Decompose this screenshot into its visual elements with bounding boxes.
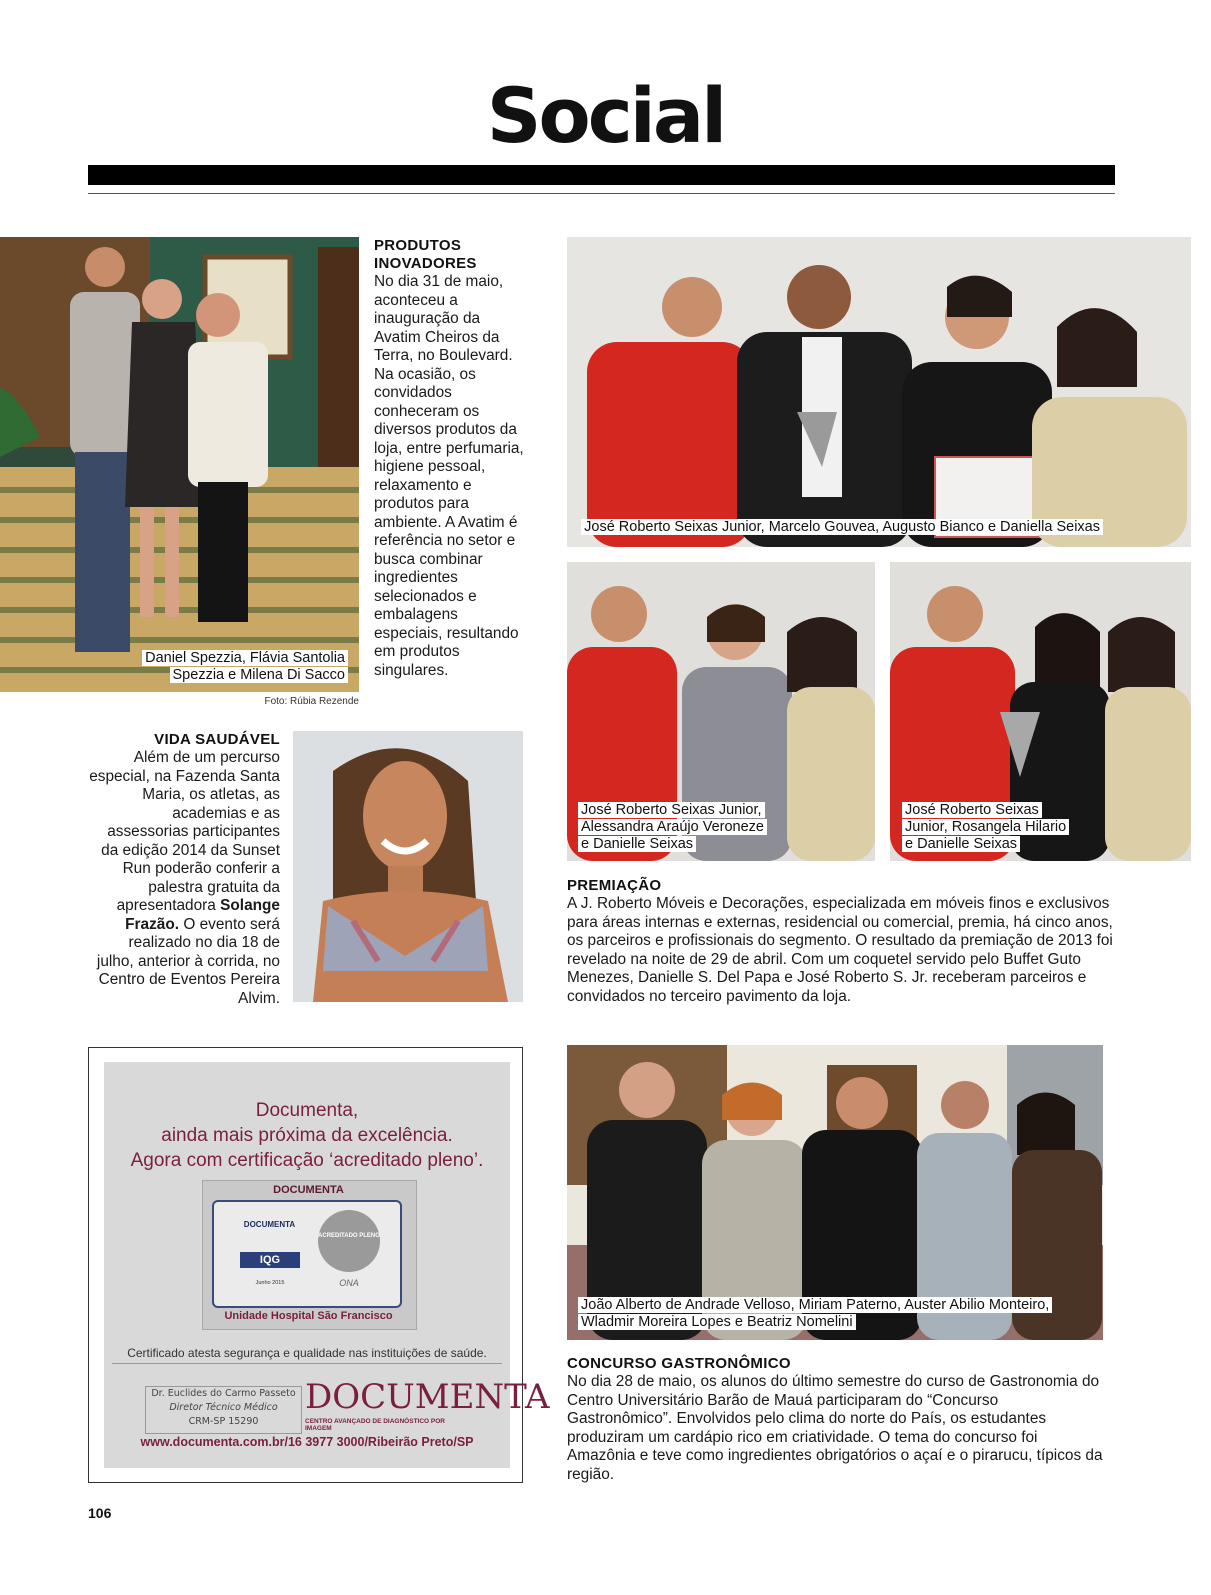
premiacao-left-caption xyxy=(578,802,808,853)
vida-body-text: Além de um percurso especial, na Fazenda Santa Maria, os atletas, as academias e as assessorias participantes da edição 2014 da Sunset Run poderão conferir a palestra gratuita da apresentadora xyxy=(89,749,280,914)
caption-line: José Roberto Seixas xyxy=(902,802,1042,818)
ad-contact-line: www.documenta.com.br/16 3977 3000/Ribeirão Preto/SP xyxy=(140,1435,474,1449)
heading-line: INOVADORES xyxy=(374,255,477,272)
premiacao-article xyxy=(567,877,1117,1006)
documenta-ad-headline xyxy=(104,1098,510,1173)
vida-heading: VIDA SAUDÁVEL xyxy=(154,731,280,748)
produtos-heading xyxy=(374,237,534,273)
ad-headline-line: Agora com certificação ‘acreditado pleno’. xyxy=(130,1150,484,1171)
premiacao-heading: PREMIAÇÃO xyxy=(567,877,662,894)
doctor-name: Dr. Euclides do Carmo Passeto xyxy=(151,1388,296,1399)
vida-body-text: O evento será realizado no dia 18 de julho, anterior à corrida, no Centro de Eventos Pereira Alvim. xyxy=(96,915,280,1007)
caption-line: Junior, Rosangela Hilario xyxy=(902,819,1069,835)
ad-headline-line: ainda mais próxima da excelência. xyxy=(161,1125,453,1146)
doctor-crm: CRM-SP 15290 xyxy=(188,1416,259,1427)
documenta-tagline: CENTRO AVANÇADO DE DIAGNÓSTICO POR IMAGEM xyxy=(305,1418,445,1432)
produtos-article xyxy=(374,237,534,680)
ona-logo: ONA xyxy=(339,1278,359,1288)
concurso-group-photo xyxy=(567,1045,1103,1340)
header-rule-thin xyxy=(88,193,1115,194)
certificate-unit: Unidade Hospital São Francisco xyxy=(224,1310,393,1322)
caption-line: Wladmir Moreira Lopes e Beatriz Nomelini xyxy=(578,1314,856,1330)
avatim-photo-caption xyxy=(120,650,348,684)
acreditado-seal-label: ACREDITADO PLENO xyxy=(318,1233,380,1239)
vida-body-name: Solange Frazão. xyxy=(125,897,280,933)
certificate-inner-brand: DOCUMENTA xyxy=(243,1220,296,1229)
vida-article xyxy=(88,731,280,1008)
produtos-body: No dia 31 de maio, aconteceu a inauguração da Avatim Cheiros da Terra, no Boulevard. Na ocasião, os convidados conheceram os diversos produtos da loja, entre perfumaria, higiene pessoal, relaxamento e produtos para ambiente. A Avatim é referência no setor e busca combinar ingredientes selecionados e embalagens especiais, resultando em produtos singulares. xyxy=(374,273,524,679)
acreditado-seal-icon xyxy=(318,1210,380,1272)
caption-line: Daniel Spezzia, Flávia Santolia xyxy=(142,650,348,666)
header-rule-thick xyxy=(88,165,1115,185)
vida-body xyxy=(88,749,280,1008)
concurso-body: No dia 28 de maio, os alunos do último semestre do curso de Gastronomia do Centro Universitário Barão de Mauá participaram do “Concurso Gastronômico”. Envolvidos pelo clima do norte do País, os estudantes produziram um cardápio rico em criatividade. O tema do concurso foi Amazônia e teve como ingredientes obrigatórios o açaí e o pirarucu, típicos da região. xyxy=(567,1373,1103,1483)
concurso-caption xyxy=(578,1297,1098,1331)
caption-line: José Roberto Seixas Junior, Marcelo Gouvea, Augusto Bianco e Daniella Seixas xyxy=(581,519,1103,535)
photo-credit: Foto: Rúbia Rezende xyxy=(264,696,359,707)
certificate-title: DOCUMENTA xyxy=(273,1184,344,1196)
page-number: 106 xyxy=(88,1505,112,1521)
premiacao-body: A J. Roberto Móveis e Decorações, especializada em móveis finos e exclusivos para áreas internas e externas, residencial ou comercial, premia, há cinco anos, os parceiros e profissionais do segmento. O resultado da premiação de 2013 foi revelado na noite de 29 de abril. Com um coquetel servido pelo Buffet Guto Menezes, Danielle S. Del Papa e José Roberto S. Jr. receberam parceiros e convidados no terceiro pavimento da loja. xyxy=(567,895,1113,1005)
caption-line: Spezzia e Milena Di Sacco xyxy=(170,667,348,683)
documenta-logo: DOCUMENTA xyxy=(305,1377,550,1417)
premiacao-right-caption xyxy=(902,802,1102,853)
ad-divider xyxy=(112,1363,502,1364)
caption-line: João Alberto de Andrade Velloso, Miriam Paterno, Auster Abilio Monteiro, xyxy=(578,1297,1052,1313)
ad-subline: Certificado atesta segurança e qualidade nas instituições de saúde. xyxy=(127,1346,487,1360)
doctor-card xyxy=(145,1386,302,1434)
ad-headline-line: Documenta, xyxy=(255,1100,359,1121)
caption-line: e Danielle Seixas xyxy=(902,836,1020,852)
caption-line: e Danielle Seixas xyxy=(578,836,696,852)
avatim-event-photo xyxy=(0,237,359,692)
solange-photo xyxy=(293,731,523,1002)
certificate-date: Junho 2015 xyxy=(255,1280,285,1286)
doctor-role: Diretor Técnico Médico xyxy=(169,1402,278,1413)
iqg-logo: IQG xyxy=(240,1252,300,1268)
concurso-heading: CONCURSO GASTRONÔMICO xyxy=(567,1355,791,1372)
premiacao-group-photo xyxy=(567,237,1191,547)
heading-line: PRODUTOS xyxy=(374,237,462,254)
page-title: Social xyxy=(486,71,725,160)
premiacao-top-caption xyxy=(567,519,1103,536)
caption-line: José Roberto Seixas Junior, xyxy=(578,802,765,818)
caption-line: Alessandra Araújo Veroneze xyxy=(578,819,767,835)
concurso-article xyxy=(567,1355,1107,1484)
